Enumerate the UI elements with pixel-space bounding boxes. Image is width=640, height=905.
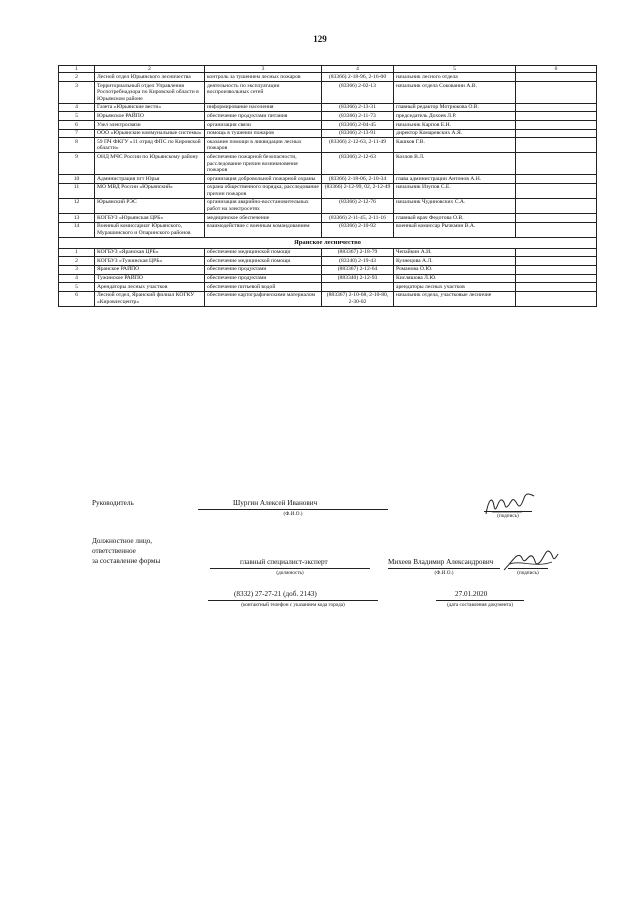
row-number: 1 [59, 248, 95, 257]
head-label: Руководитель [92, 499, 134, 507]
phone-cell: (83366) 2-04-45 [322, 121, 394, 130]
function-cell: организация аварийно-восстановительных работ на электросетях [205, 198, 322, 213]
organization-cell: Администрация пгт Юрья [95, 175, 205, 184]
page-number: 129 [313, 34, 327, 44]
organization-cell: Лесной отдел, Яранский филиал КОГКУ «Кировлесцентр» [95, 291, 205, 306]
note-cell [516, 265, 597, 274]
note-cell [516, 274, 597, 283]
row-number: 4 [59, 274, 95, 283]
column-header: 2 [95, 66, 205, 73]
table-row [59, 265, 597, 274]
organization-cell: Юрьянское РАЙПО [95, 112, 205, 121]
contact-cell: глава администрации Антонов А.Н. [394, 175, 516, 184]
organization-cell: ООО «Юрьянские коммунальные системы» [95, 129, 205, 138]
organization-cell: Яранское РАЙПО [95, 265, 205, 274]
document-date: 27.01.2020 [455, 590, 488, 598]
head-signature-caption: (подпись) [497, 513, 519, 519]
table-row [59, 82, 597, 104]
column-header: 3 [205, 66, 322, 73]
organization-cell: Территориальный отдел Управления Роспотребнадзора по Кировской области в Юрьянском районе [95, 82, 205, 104]
table-row [59, 291, 597, 306]
contact-cell: начальник отдела, участковые лесничие [394, 291, 516, 306]
table-row [59, 103, 597, 112]
column-header: 1 [59, 66, 95, 73]
contact-cell: Романова О.Ю. [394, 265, 516, 274]
contact-cell: главный редактор Мотрюкова О.В. [394, 103, 516, 112]
row-number: 13 [59, 214, 95, 223]
phone-line [208, 600, 378, 601]
contact-cell: арендаторы лесных участков [394, 283, 516, 292]
note-cell [516, 222, 597, 237]
official-signature-line [508, 568, 548, 569]
phone-cell: (83366) 2-12-99, 02, 2-12-49 [322, 183, 394, 198]
phone-cell: (83366) 2-12-63, 2-11-49 [322, 138, 394, 153]
phone-cell: (83366) 2-12-76 [322, 198, 394, 213]
official-label-1: Должностное лицо, [92, 537, 153, 545]
phone-cell: (83366) 2-18-06, 2-10-34 [322, 175, 394, 184]
phone-cell: (83366) 2-18-96, 2-16-00 [322, 73, 394, 82]
contact-cell: главный врач Федотова О.В. [394, 214, 516, 223]
function-cell: обеспечение медицинской помощи [205, 257, 322, 266]
row-number: 12 [59, 198, 95, 213]
table-row [59, 198, 597, 213]
row-number: 3 [59, 265, 95, 274]
row-number: 5 [59, 112, 95, 121]
note-cell [516, 138, 597, 153]
table-row [59, 129, 597, 138]
date-caption: (дата составления документа) [447, 602, 513, 608]
phone-cell: (883367) 2-10-68, 2-10-80, 2-30-02 [322, 291, 394, 306]
phone-cell [322, 283, 394, 292]
official-label-2: ответственное [92, 547, 136, 555]
phone-cell: (83366) 2-13-31 [322, 103, 394, 112]
phone-cell: (883340) 2-12-93 [322, 274, 394, 283]
function-cell: обеспечение картографическими материалом [205, 291, 322, 306]
table-row [59, 214, 597, 223]
official-label-3: за составление формы [92, 557, 161, 565]
table-row [59, 222, 597, 237]
row-number: 3 [59, 82, 95, 104]
note-cell [516, 112, 597, 121]
organization-cell: Военный комиссариат Юрьянского, Мурашинского и Опаринского районов [95, 222, 205, 237]
row-number: 2 [59, 257, 95, 266]
column-header: 5 [394, 66, 516, 73]
contact-cell: Чепайкин А.И. [394, 248, 516, 257]
note-cell [516, 121, 597, 130]
note-cell [516, 214, 597, 223]
organization-cell: КОГБУЗ «Юрьянская ЦРБ» [95, 214, 205, 223]
note-cell [516, 291, 597, 306]
row-number: 8 [59, 138, 95, 153]
note-cell [516, 103, 597, 112]
row-number: 11 [59, 183, 95, 198]
organization-cell: КОГБУЗ «Яранская ЦРБ» [95, 248, 205, 257]
official-name-line [388, 568, 500, 569]
function-cell: обеспечение продуктами питания [205, 112, 322, 121]
note-cell [516, 257, 597, 266]
function-cell: обеспечение питьевой водой [205, 283, 322, 292]
organization-cell: МО МВД России «Юрьянский» [95, 183, 205, 198]
function-cell: взаимодействие с военным командованием [205, 222, 322, 237]
row-number: 14 [59, 222, 95, 237]
organization-cell: Арендаторы лесных участков [95, 283, 205, 292]
phone-cell: (83366) 2-02-13 [322, 82, 394, 104]
function-cell: медицинское обеспечение [205, 214, 322, 223]
position-caption: (должность) [276, 570, 304, 576]
organization-cell: Юрьянский РЭС [95, 198, 205, 213]
contacts-table [58, 65, 597, 307]
organization-cell: КОГБУЗ «Тужинская ЦРБ» [95, 257, 205, 266]
organization-cell: ОНД МЧС России по Юрьянскому району [95, 153, 205, 175]
phone-caption: (контактный телефон с указанием кода города) [241, 602, 345, 608]
head-name: Шургин Алексей Иванович [233, 499, 318, 507]
row-number: 7 [59, 129, 95, 138]
phone-cell: (883367) 2-12-64 [322, 265, 394, 274]
function-cell: обеспечение продуктами [205, 265, 322, 274]
note-cell [516, 183, 597, 198]
phone-cell: (83340) 2-19-43 [322, 257, 394, 266]
contact-cell: начальник Чудиновских С.А. [394, 198, 516, 213]
contact-phone: (8332) 27-27-21 (доб. 2143) [234, 590, 317, 598]
function-cell: обеспечение медицинской помощи [205, 248, 322, 257]
table-row [59, 257, 597, 266]
phone-cell: (83366) 2-12-63 [322, 153, 394, 175]
column-header: 4 [322, 66, 394, 73]
function-cell: организация связи [205, 121, 322, 130]
phone-cell: (83366) 2-11-45, 2-11-16 [322, 214, 394, 223]
row-number: 10 [59, 175, 95, 184]
table-row [59, 175, 597, 184]
contact-cell: начальник отдела Сокованин А.В. [394, 82, 516, 104]
section-row [59, 237, 597, 248]
row-number: 6 [59, 121, 95, 130]
contact-cell: Кузнецова А.Л. [394, 257, 516, 266]
column-header: 6 [516, 66, 597, 73]
official-signature-caption: (подпись) [517, 570, 539, 576]
table-row [59, 138, 597, 153]
note-cell [516, 129, 597, 138]
contact-cell: начальник Карпов Е.Н. [394, 121, 516, 130]
organization-cell: Лесной отдел Юрьянского лесничества [95, 73, 205, 82]
organization-cell: Газета «Юрьянские вести» [95, 103, 205, 112]
contact-cell: военный комиссар Рычкмин В.А. [394, 222, 516, 237]
function-cell: обеспечение продуктами [205, 274, 322, 283]
table-header-row [59, 66, 597, 73]
table-body [59, 66, 597, 307]
function-cell: деятельность по эксплуатации воспроизвольных сетей [205, 82, 322, 104]
note-cell [516, 73, 597, 82]
contact-cell: Козлов В.Л. [394, 153, 516, 175]
official-fio-caption: (Ф.И.О.) [434, 570, 454, 576]
contact-cell: Кашков Г.В. [394, 138, 516, 153]
phone-cell: (883367) 2-18-79 [322, 248, 394, 257]
position-line [210, 568, 370, 569]
contact-cell: начальник Изупов С.Е. [394, 183, 516, 198]
function-cell: помощь в тушении пожаров [205, 129, 322, 138]
table-row [59, 153, 597, 175]
row-number: 9 [59, 153, 95, 175]
organization-cell: 59 ПЧ ФКГУ «11 отряд ФПС по Кировской области» [95, 138, 205, 153]
note-cell [516, 153, 597, 175]
note-cell [516, 248, 597, 257]
table-row [59, 248, 597, 257]
official-name: Михеев Владимир Александрович [388, 558, 494, 566]
row-number: 4 [59, 103, 95, 112]
table-row [59, 183, 597, 198]
contact-cell: председатель Дохоев Л.Р. [394, 112, 516, 121]
note-cell [516, 198, 597, 213]
function-cell: контроль за тушением лесных пожаров [205, 73, 322, 82]
function-cell: охрана общественного порядка, расследование причин пожаров [205, 183, 322, 198]
contact-cell: директор Комаревских А.Я. [394, 129, 516, 138]
phone-cell: (83366) 2-11-73 [322, 112, 394, 121]
head-name-line [198, 509, 388, 510]
note-cell [516, 175, 597, 184]
function-cell: обеспечение пожарной безопасности, расследование причин возникновения пожаров [205, 153, 322, 175]
table-row [59, 112, 597, 121]
section-title: Яранское лесничество [59, 237, 597, 248]
row-number: 6 [59, 291, 95, 306]
phone-cell: (83366) 2-13-91 [322, 129, 394, 138]
official-position: главный специалист-эксперт [240, 558, 328, 566]
function-cell: информирование населения [205, 103, 322, 112]
row-number: 5 [59, 283, 95, 292]
head-signature-line [484, 511, 532, 512]
organization-cell: Узел электросвязи [95, 121, 205, 130]
table-row [59, 73, 597, 82]
table-row [59, 283, 597, 292]
function-cell: оказание помощи в ликвидации лесных пожаров [205, 138, 322, 153]
table-row [59, 121, 597, 130]
contact-cell: начальник лесного отдела [394, 73, 516, 82]
phone-cell: (83366) 2-10-92 [322, 222, 394, 237]
organization-cell: Тужинское РАЙПО [95, 274, 205, 283]
row-number: 2 [59, 73, 95, 82]
head-fio-caption: (Ф.И.О.) [283, 511, 303, 517]
contact-cell: Кисляшова Л.Ю. [394, 274, 516, 283]
table-row [59, 274, 597, 283]
note-cell [516, 82, 597, 104]
function-cell: организация добровольной пожарной охраны [205, 175, 322, 184]
note-cell [516, 283, 597, 292]
date-line [436, 600, 524, 601]
